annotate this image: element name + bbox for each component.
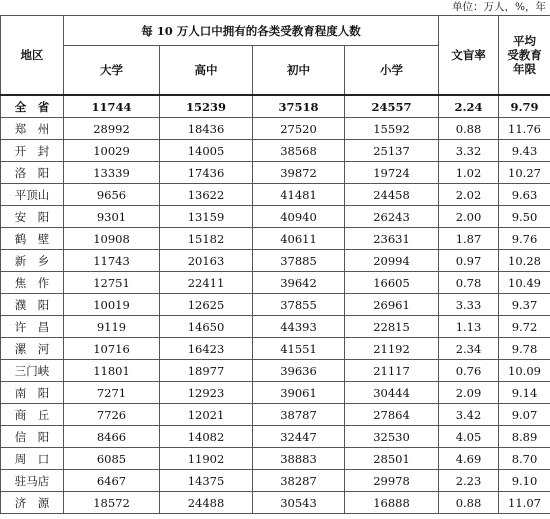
high-school-cell: 14650 — [160, 316, 253, 338]
table-row — [1, 140, 550, 162]
primary-cell: 25137 — [345, 140, 439, 162]
junior-cell: 39636 — [253, 360, 345, 382]
high-school-cell: 22411 — [160, 272, 253, 294]
avg-years-cell: 9.10 — [499, 470, 550, 492]
table-row-total — [1, 95, 550, 118]
avg-years-line-1: 平均 — [513, 34, 537, 48]
junior-cell: 40940 — [253, 206, 345, 228]
junior-cell: 32447 — [253, 426, 345, 448]
avg-years-cell: 11.07 — [499, 492, 550, 514]
college-cell: 9119 — [64, 316, 160, 338]
region-cell: 许 昌 — [1, 316, 64, 338]
table-row — [1, 228, 550, 250]
table-row — [1, 294, 550, 316]
region-cell: 济 源 — [1, 492, 64, 514]
region-cell: 焦 作 — [1, 272, 64, 294]
primary-cell: 30444 — [345, 382, 439, 404]
primary-cell: 21117 — [345, 360, 439, 382]
primary-cell: 22815 — [345, 316, 439, 338]
col-header-primary: 小学 — [345, 46, 439, 96]
table-row — [1, 272, 550, 294]
illiteracy-cell: 0.88 — [439, 118, 499, 140]
avg-years-cell: 9.37 — [499, 294, 550, 316]
illiteracy-cell: 1.13 — [439, 316, 499, 338]
primary-cell: 16888 — [345, 492, 439, 514]
primary-cell: 19724 — [345, 162, 439, 184]
region-cell: 新 乡 — [1, 250, 64, 272]
college-cell: 9301 — [64, 206, 160, 228]
primary-cell: 26243 — [345, 206, 439, 228]
primary-cell: 15592 — [345, 118, 439, 140]
high-school-cell: 12923 — [160, 382, 253, 404]
high-school-cell: 11902 — [160, 448, 253, 470]
primary-cell: 28501 — [345, 448, 439, 470]
college-cell: 7271 — [64, 382, 160, 404]
illiteracy-cell: 2.02 — [439, 184, 499, 206]
region-cell: 信 阳 — [1, 426, 64, 448]
junior-cell: 40611 — [253, 228, 345, 250]
high-school-cell: 15239 — [160, 95, 253, 118]
region-cell: 商 丘 — [1, 404, 64, 426]
table-row — [1, 448, 550, 470]
junior-cell: 37885 — [253, 250, 345, 272]
primary-cell: 24557 — [345, 95, 439, 118]
header-row-1 — [1, 16, 550, 46]
illiteracy-cell: 3.32 — [439, 140, 499, 162]
junior-cell: 44393 — [253, 316, 345, 338]
education-table — [0, 15, 550, 514]
illiteracy-cell: 4.05 — [439, 426, 499, 448]
region-cell: 平顶山 — [1, 184, 64, 206]
col-header-junior: 初中 — [253, 46, 345, 96]
high-school-cell: 20163 — [160, 250, 253, 272]
avg-years-cell: 10.49 — [499, 272, 550, 294]
table-row — [1, 492, 550, 514]
col-header-high-school: 高中 — [160, 46, 253, 96]
illiteracy-cell: 4.69 — [439, 448, 499, 470]
avg-years-line-3: 年限 — [513, 62, 537, 76]
table-body — [1, 95, 550, 514]
junior-cell: 39872 — [253, 162, 345, 184]
region-cell: 郑 州 — [1, 118, 64, 140]
college-cell: 11744 — [64, 95, 160, 118]
table-row — [1, 250, 550, 272]
junior-cell: 27520 — [253, 118, 345, 140]
table-row — [1, 470, 550, 492]
college-cell: 11801 — [64, 360, 160, 382]
region-cell: 鹤 壁 — [1, 228, 64, 250]
illiteracy-cell: 0.76 — [439, 360, 499, 382]
avg-years-cell: 10.09 — [499, 360, 550, 382]
region-cell: 驻马店 — [1, 470, 64, 492]
illiteracy-cell: 2.24 — [439, 95, 499, 118]
primary-cell: 24458 — [345, 184, 439, 206]
region-cell: 安 阳 — [1, 206, 64, 228]
table-row — [1, 118, 550, 140]
college-cell: 7726 — [64, 404, 160, 426]
junior-cell: 38287 — [253, 470, 345, 492]
junior-cell: 38568 — [253, 140, 345, 162]
avg-years-cell: 9.72 — [499, 316, 550, 338]
avg-years-cell: 9.78 — [499, 338, 550, 360]
primary-cell: 20994 — [345, 250, 439, 272]
college-cell: 10029 — [64, 140, 160, 162]
high-school-cell: 14082 — [160, 426, 253, 448]
region-cell: 周 口 — [1, 448, 64, 470]
college-cell: 8466 — [64, 426, 160, 448]
primary-cell: 29978 — [345, 470, 439, 492]
illiteracy-cell: 1.87 — [439, 228, 499, 250]
junior-cell: 39642 — [253, 272, 345, 294]
high-school-cell: 15182 — [160, 228, 253, 250]
high-school-cell: 14005 — [160, 140, 253, 162]
col-header-illiteracy: 文盲率 — [439, 16, 499, 96]
illiteracy-cell: 2.34 — [439, 338, 499, 360]
illiteracy-cell: 3.33 — [439, 294, 499, 316]
table-row — [1, 338, 550, 360]
col-header-avg-years — [499, 16, 550, 96]
region-cell: 漯 河 — [1, 338, 64, 360]
table-row — [1, 184, 550, 206]
high-school-cell: 18436 — [160, 118, 253, 140]
avg-years-cell: 9.14 — [499, 382, 550, 404]
high-school-cell: 12021 — [160, 404, 253, 426]
primary-cell: 26961 — [345, 294, 439, 316]
primary-cell: 32530 — [345, 426, 439, 448]
illiteracy-cell: 0.78 — [439, 272, 499, 294]
illiteracy-cell: 2.09 — [439, 382, 499, 404]
region-cell: 濮 阳 — [1, 294, 64, 316]
college-cell: 6085 — [64, 448, 160, 470]
primary-cell: 16605 — [345, 272, 439, 294]
table-row — [1, 404, 550, 426]
table-row — [1, 162, 550, 184]
col-header-region: 地区 — [1, 16, 64, 96]
junior-cell: 37855 — [253, 294, 345, 316]
avg-years-cell: 9.76 — [499, 228, 550, 250]
illiteracy-cell: 3.42 — [439, 404, 499, 426]
high-school-cell: 24488 — [160, 492, 253, 514]
high-school-cell: 13622 — [160, 184, 253, 206]
region-cell: 全 省 — [1, 95, 64, 118]
college-cell: 18572 — [64, 492, 160, 514]
illiteracy-cell: 0.97 — [439, 250, 499, 272]
table-row — [1, 206, 550, 228]
high-school-cell: 17436 — [160, 162, 253, 184]
college-cell: 10908 — [64, 228, 160, 250]
avg-years-cell: 9.07 — [499, 404, 550, 426]
avg-years-cell: 11.76 — [499, 118, 550, 140]
primary-cell: 21192 — [345, 338, 439, 360]
high-school-cell: 18977 — [160, 360, 253, 382]
avg-years-line-2: 受教育 — [507, 48, 542, 62]
table-row — [1, 316, 550, 338]
primary-cell: 23631 — [345, 228, 439, 250]
college-cell: 11743 — [64, 250, 160, 272]
junior-cell: 37518 — [253, 95, 345, 118]
region-cell: 三门峡 — [1, 360, 64, 382]
junior-cell: 38787 — [253, 404, 345, 426]
region-cell: 洛 阳 — [1, 162, 64, 184]
high-school-cell: 14375 — [160, 470, 253, 492]
college-cell: 10716 — [64, 338, 160, 360]
illiteracy-cell: 1.02 — [439, 162, 499, 184]
college-cell: 9656 — [64, 184, 160, 206]
avg-years-cell: 9.63 — [499, 184, 550, 206]
junior-cell: 38883 — [253, 448, 345, 470]
col-header-group: 每 10 万人口中拥有的各类受教育程度人数 — [64, 16, 439, 46]
table-row — [1, 426, 550, 448]
col-header-college: 大学 — [64, 46, 160, 96]
avg-years-cell: 8.70 — [499, 448, 550, 470]
high-school-cell: 13159 — [160, 206, 253, 228]
unit-note: 单位：万人，%，年 — [452, 1, 546, 13]
table-row — [1, 382, 550, 404]
table-row — [1, 360, 550, 382]
region-cell: 南 阳 — [1, 382, 64, 404]
junior-cell: 39061 — [253, 382, 345, 404]
illiteracy-cell: 2.23 — [439, 470, 499, 492]
college-cell: 13339 — [64, 162, 160, 184]
junior-cell: 41551 — [253, 338, 345, 360]
college-cell: 28992 — [64, 118, 160, 140]
avg-years-cell: 10.27 — [499, 162, 550, 184]
region-cell: 开 封 — [1, 140, 64, 162]
avg-years-cell: 9.50 — [499, 206, 550, 228]
college-cell: 10019 — [64, 294, 160, 316]
junior-cell: 30543 — [253, 492, 345, 514]
college-cell: 12751 — [64, 272, 160, 294]
avg-years-cell: 9.79 — [499, 95, 550, 118]
illiteracy-cell: 0.88 — [439, 492, 499, 514]
illiteracy-cell: 2.00 — [439, 206, 499, 228]
primary-cell: 27864 — [345, 404, 439, 426]
avg-years-cell: 9.43 — [499, 140, 550, 162]
high-school-cell: 12625 — [160, 294, 253, 316]
avg-years-cell: 8.89 — [499, 426, 550, 448]
avg-years-cell: 10.28 — [499, 250, 550, 272]
high-school-cell: 16423 — [160, 338, 253, 360]
junior-cell: 41481 — [253, 184, 345, 206]
college-cell: 6467 — [64, 470, 160, 492]
